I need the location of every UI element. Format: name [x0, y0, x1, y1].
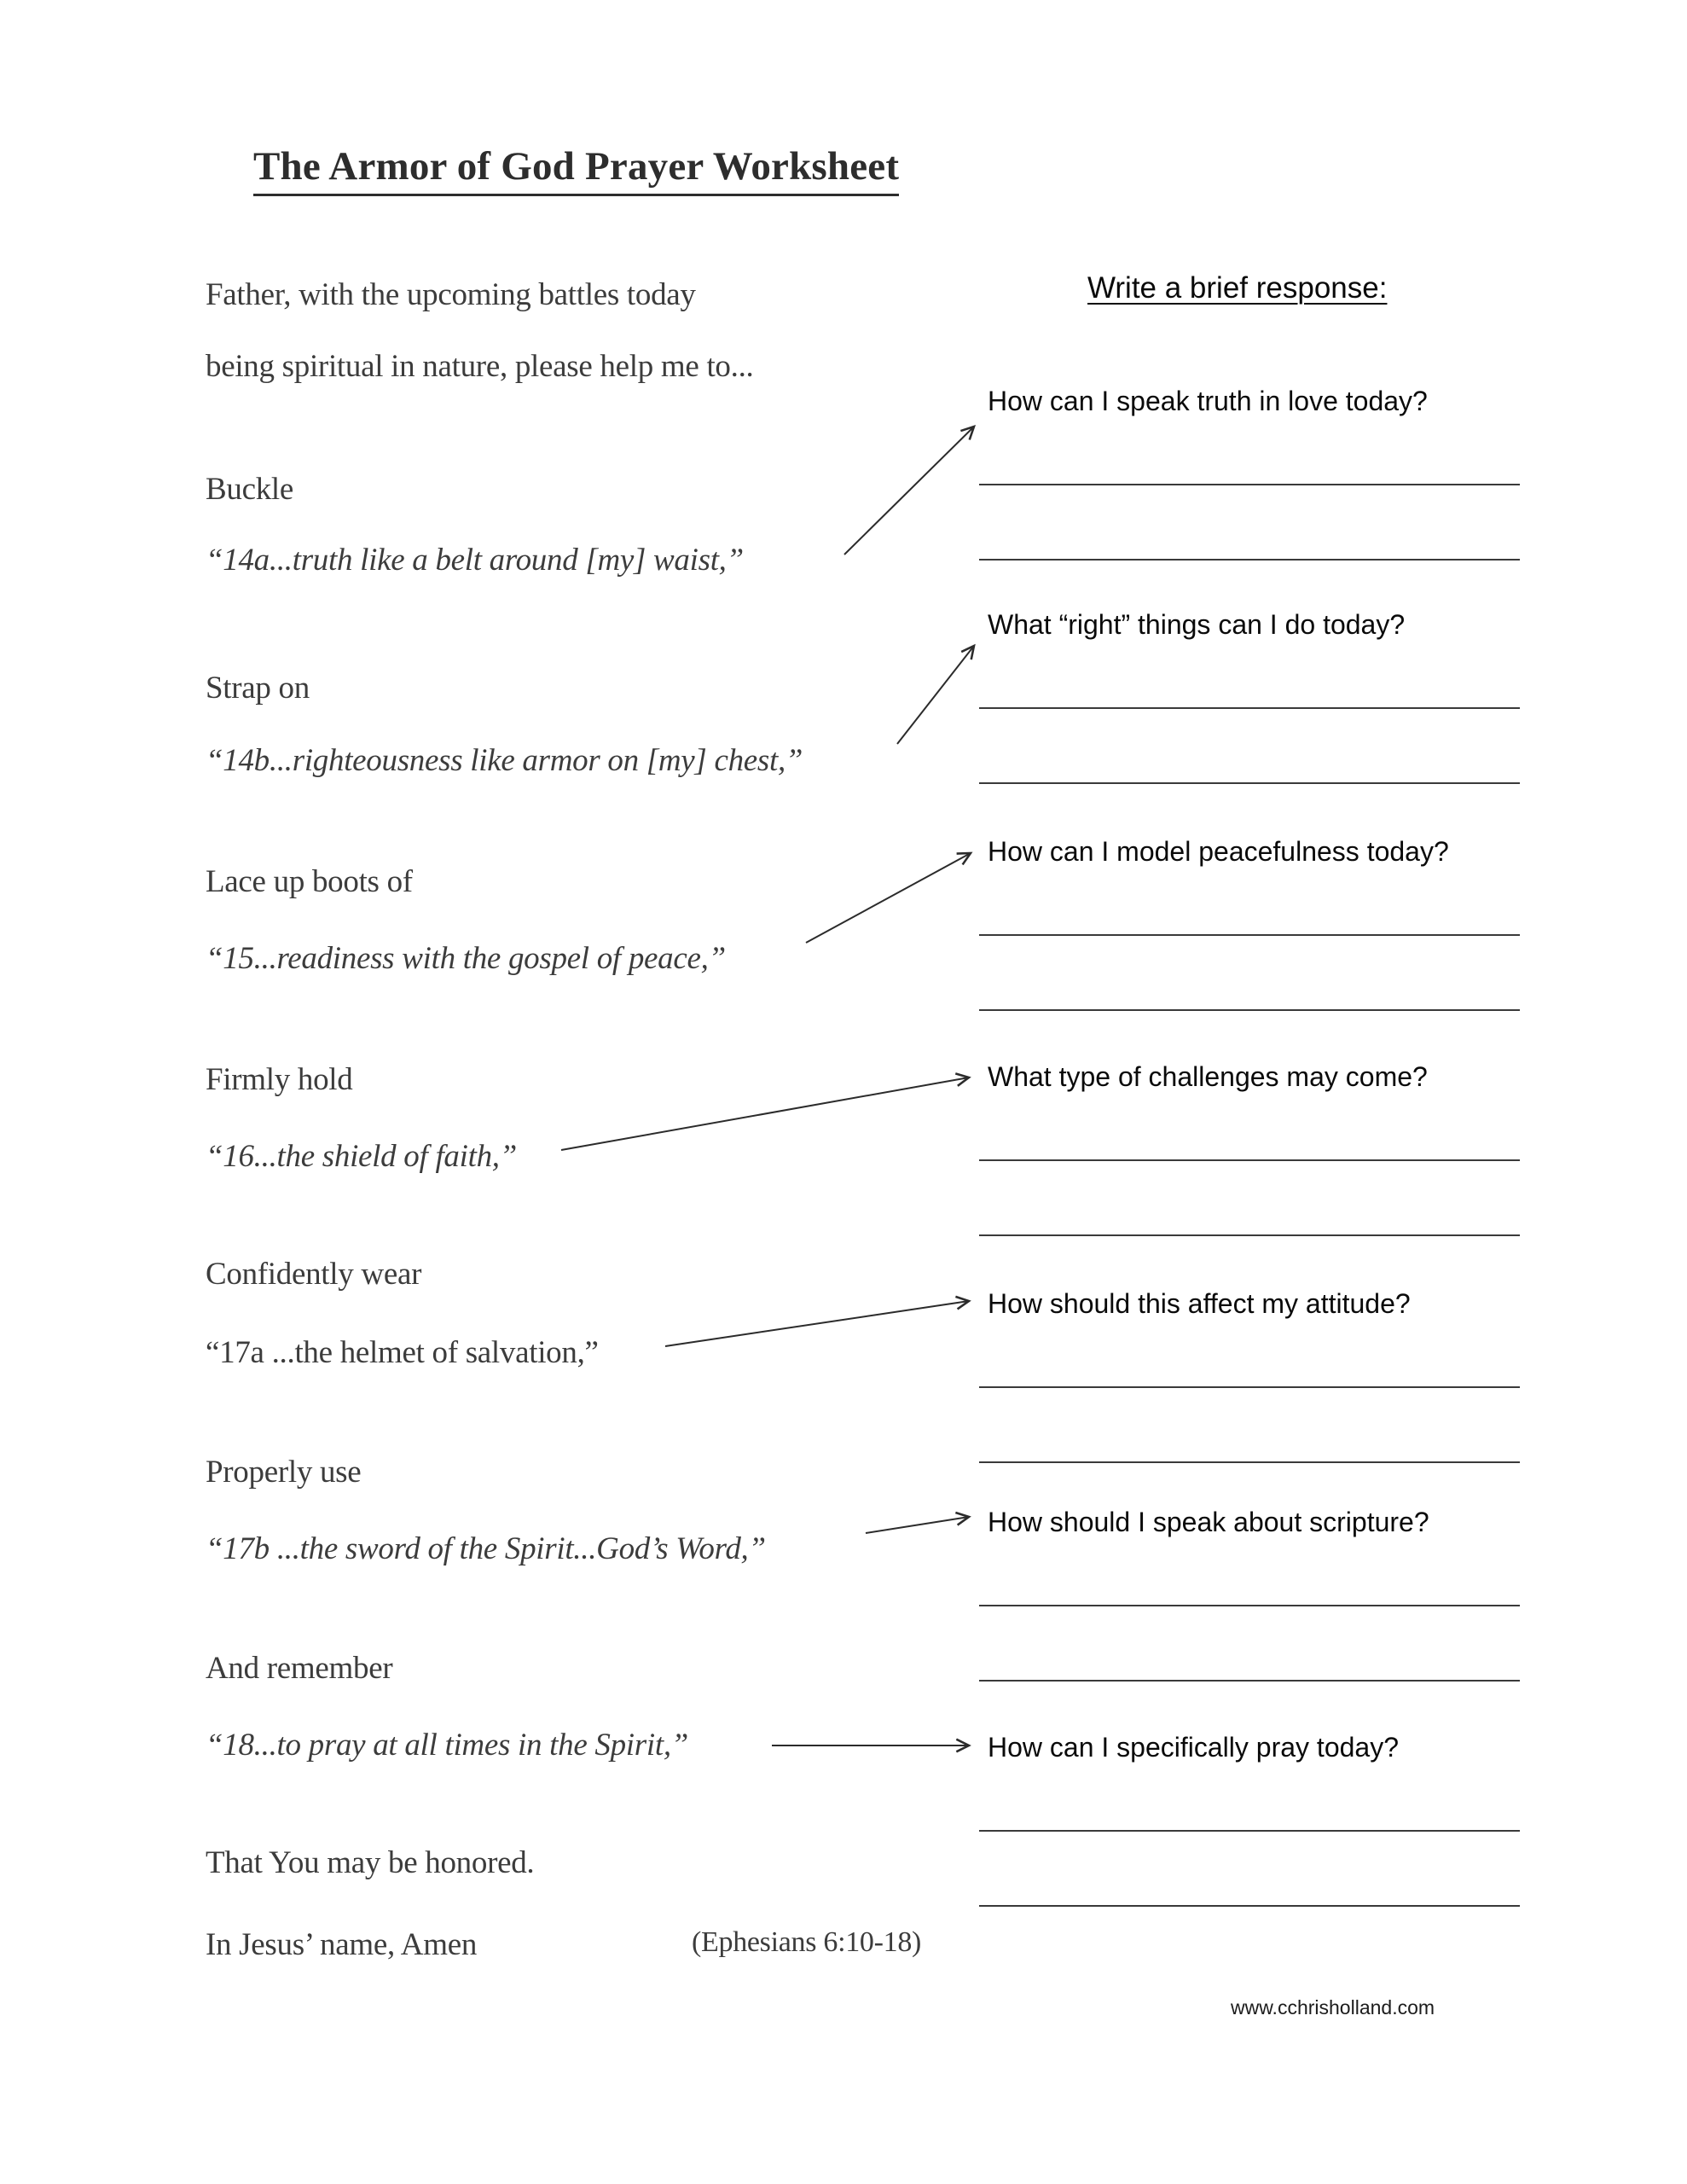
- answer-line: [979, 484, 1520, 485]
- connector-arrow: [561, 1077, 969, 1150]
- page-title: The Armor of God Prayer Worksheet: [253, 143, 899, 196]
- answer-line: [979, 1605, 1520, 1606]
- item-quote: “18...to pray at all times in the Spirit,”: [206, 1728, 689, 1763]
- closing-line-2: In Jesus’ name, Amen: [206, 1927, 478, 1962]
- item-action: Lace up boots of: [206, 864, 413, 899]
- item-question: How should I speak about scripture?: [988, 1507, 1429, 1537]
- answer-line: [979, 1009, 1520, 1011]
- answer-line: [979, 1680, 1520, 1682]
- connector-arrow: [866, 1517, 969, 1533]
- item-action: Firmly hold: [206, 1062, 353, 1097]
- answer-line: [979, 559, 1520, 561]
- item-action: And remember: [206, 1651, 393, 1686]
- closing-line-1: That You may be honored.: [206, 1845, 535, 1880]
- item-question: How should this affect my attitude?: [988, 1288, 1411, 1319]
- item-question: What type of challenges may come?: [988, 1061, 1428, 1092]
- answer-line: [979, 1905, 1520, 1907]
- website-url: www.cchrisholland.com: [1231, 1996, 1435, 2018]
- item-action: Confidently wear: [206, 1257, 422, 1292]
- item-question: What “right” things can I do today?: [988, 609, 1406, 640]
- item-question: How can I model peacefulness today?: [988, 836, 1449, 867]
- item-quote: “17b ...the sword of the Spirit...God’s Word,”: [206, 1531, 766, 1566]
- answer-line: [979, 1234, 1520, 1236]
- item-quote: “15...readiness with the gospel of peace,”: [206, 941, 726, 976]
- answer-line: [979, 1159, 1520, 1161]
- answer-line: [979, 707, 1520, 709]
- answer-line: [979, 1461, 1520, 1463]
- item-action: Strap on: [206, 671, 310, 706]
- item-quote: “14a...truth like a belt around [my] waist,”: [206, 543, 744, 578]
- intro-line-1: Father, with the upcoming battles today: [206, 277, 696, 312]
- answer-line: [979, 1386, 1520, 1388]
- connector-arrow: [806, 853, 971, 943]
- connector-arrow: [665, 1301, 969, 1346]
- connector-arrow: [844, 427, 974, 555]
- item-action: Buckle: [206, 472, 294, 507]
- item-action: Properly use: [206, 1455, 362, 1490]
- answer-line: [979, 934, 1520, 936]
- response-column-header: Write a brief response:: [1087, 271, 1388, 305]
- intro-line-2: being spiritual in nature, please help me to...: [206, 349, 754, 384]
- scripture-reference: (Ephesians 6:10-18): [692, 1926, 922, 1958]
- answer-line: [979, 782, 1520, 784]
- item-quote: “14b...righteousness like armor on [my] chest,”: [206, 743, 803, 778]
- item-question: How can I speak truth in love today?: [988, 386, 1428, 416]
- connector-arrow: [897, 646, 974, 744]
- item-quote: “17a ...the helmet of salvation,”: [206, 1335, 599, 1370]
- item-quote: “16...the shield of faith,”: [206, 1139, 518, 1174]
- answer-line: [979, 1830, 1520, 1832]
- item-question: How can I specifically pray today?: [988, 1732, 1399, 1763]
